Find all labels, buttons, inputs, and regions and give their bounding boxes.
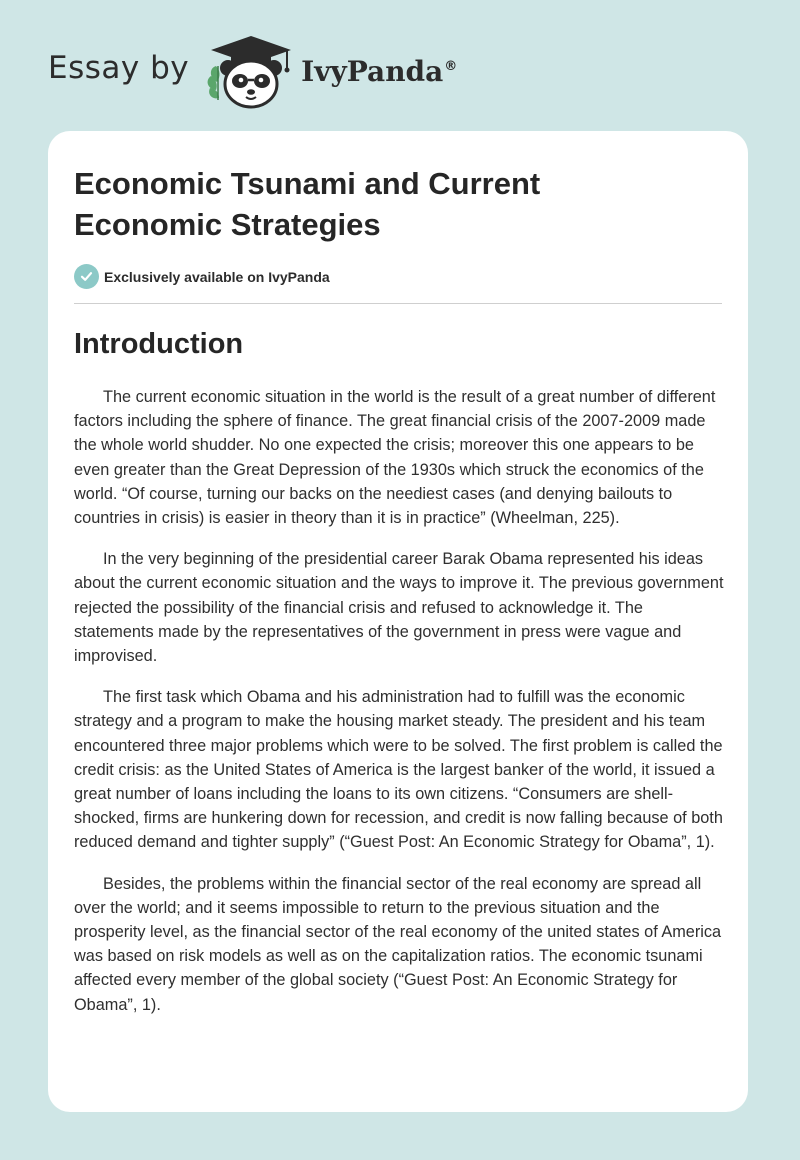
essay-body [74,385,726,1034]
paragraph: Besides, the problems within the financial sector of the real economy are spread all over the world; and it seems impossible to return to the previous situation and the prosperity level, as the financial sector of the real economy of the united states of America was based on risk models as well as on the capitalization ratios. The economic tsunami affected every member of the global society (“Guest Post: An Economic Strategy for Obama”, 1). [74,874,722,1014]
essay-title: Economic Tsunami and Current Economic Strategies [74,166,541,242]
exclusive-label: Exclusively available on IvyPanda [104,268,330,285]
paragraph: The first task which Obama and his administration had to fulfill was the economic strategy and a program to make the housing market steady. The president and his team encountered three major problems which were to be solved. The first problem is called the credit crisis: as the United States of America is the largest banker of the world, it issued a great number of loans including the loans to its own citizens. “Consumers are shell-shocked, firms are hunkering down for recession, and credit is now falling because of both reduced demand and tighter supply” (“Guest Post: An Economic Strategy for Obama”, 1). [74,688,723,852]
brand-name: IvyPanda® [301,54,458,88]
panda-mascot-icon [203,34,299,110]
brand-prefix: Essay by [48,50,190,86]
exclusive-badge [74,264,330,289]
checkmark-icon [74,264,99,289]
paragraph: The current economic situation in the world is the result of a great number of different factors including the sphere of finance. The great financial crisis of the 2007-2009 made the whole world shudder. No one expected the crisis; moreover this one appears to be even greater than the Great Depression of the 1930s which struck the economics of the world. “Of course, turning our backs on the neediest cases (and denying bailouts to countries in crisis) is easier in theory than it is in practice” (Wheelman, 225). [74,388,716,528]
site-logo[interactable] [48,34,457,110]
essay-card [48,131,748,1112]
paragraph: In the very beginning of the presidential career Barak Obama represented his ideas about the current economic situation and the ways to improve it. The previous government rejected the possibility of the financial crisis and refused to acknowledge it. The statements made by the representatives of the government in press were vague and improvised. [74,550,724,666]
section-heading: Introduction [74,328,244,360]
registered-mark: ® [444,59,458,75]
divider [74,303,722,304]
